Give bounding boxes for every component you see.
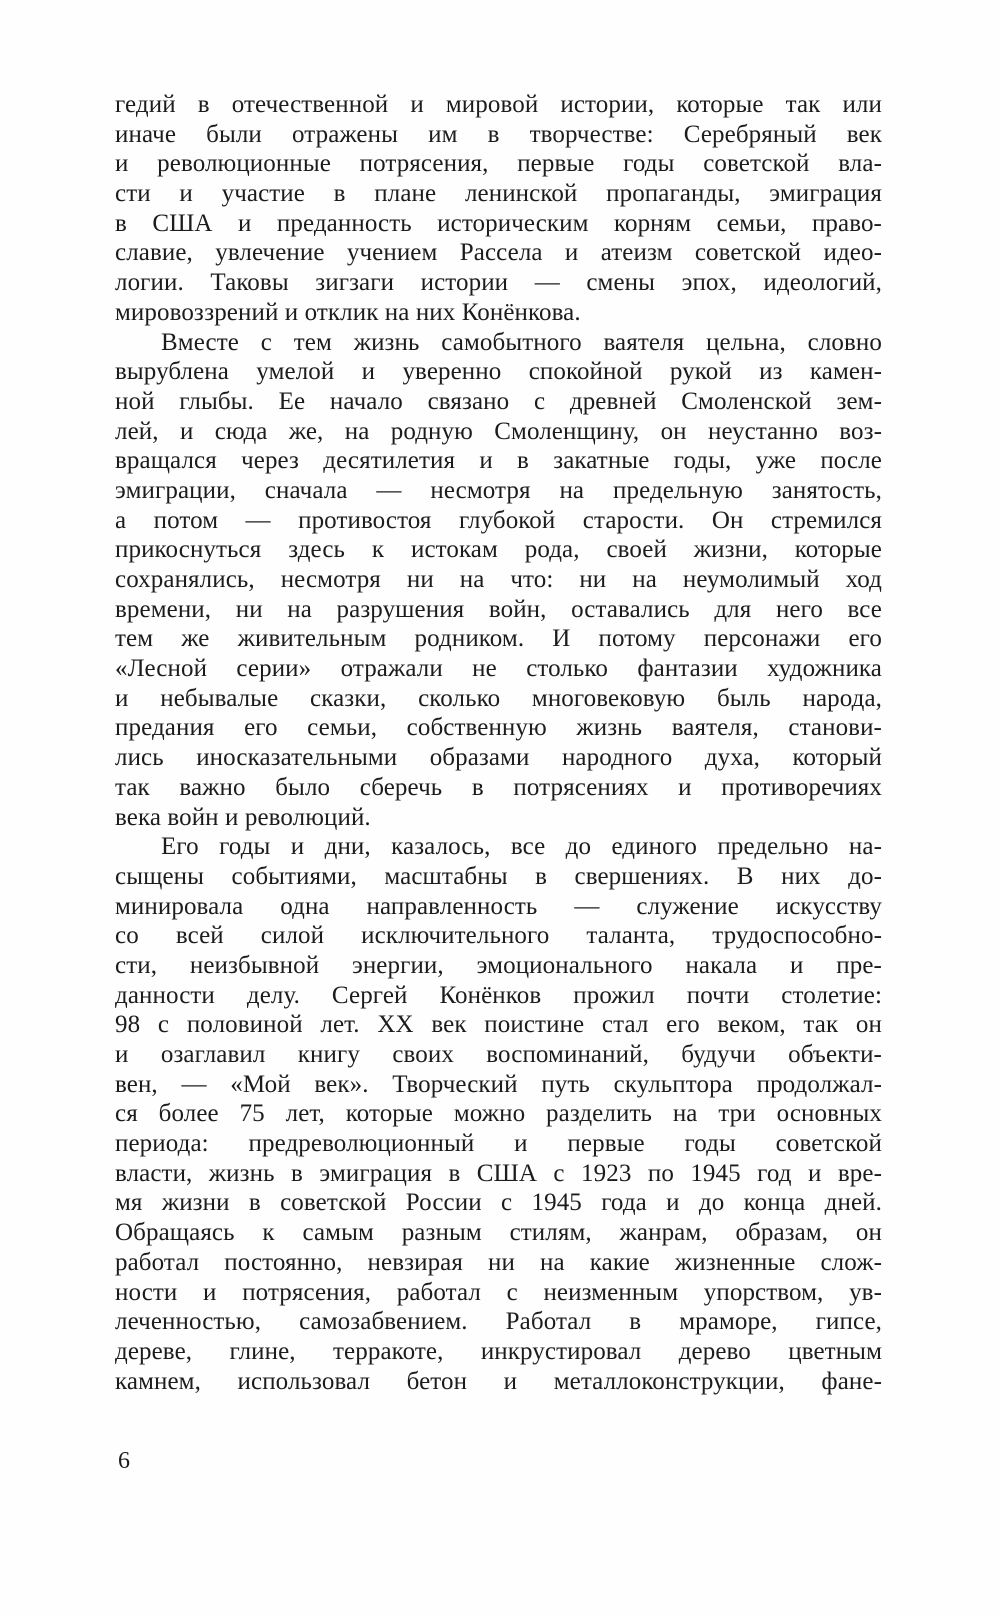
text-line: мировоззрений и отклик на них Конёнкова.: [115, 298, 581, 326]
text-line: в США и преданность историческим корням семьи, право-: [115, 209, 882, 237]
text-line: ной глыбы. Ее начало связано с древней Смоленской зем-: [115, 387, 882, 415]
text-line: славие, увлечение учением Рассела и атеизм советской идео-: [115, 239, 882, 267]
text-line: Его годы и дни, казалось, все до единого предельно на-: [161, 833, 882, 861]
text-line: сти и участие в плане ленинской пропаганды, эмиграция: [115, 180, 882, 208]
text-line: мя жизни в советской России с 1945 года и до конца дней.: [115, 1189, 882, 1217]
text-line: «Лесной серии» отражали не столько фантазии художника: [115, 655, 882, 683]
text-line: работал постоянно, невзирая ни на какие жизненные слож-: [115, 1248, 882, 1276]
text-line: сохранялись, несмотря ни на что: ни на неумолимый ход: [115, 566, 882, 593]
text-line: 98 с половиной лет. XX век поистине стал его веком, так он: [115, 1011, 882, 1039]
text-line: камнем, использовал бетон и металлоконструкции, фане-: [115, 1367, 882, 1395]
text-line: Вместе с тем жизнь самобытного ваятеля цельна, словно: [161, 328, 882, 356]
text-line: данности делу. Сергей Конёнков прожил почти столетие:: [115, 981, 882, 1009]
text-line: сыщены событиями, масштабны в свершениях. В них до-: [115, 862, 882, 890]
text-line: эмиграции, сначала — несмотря на предельную занятость,: [115, 476, 882, 504]
text-line: вращался через десятилетия и в закатные годы, уже после: [115, 447, 882, 475]
text-line: и небывалые сказки, сколько многовековую быль народа,: [115, 684, 882, 712]
text-line: леченностью, самозабвением. Работал в мраморе, гипсе,: [115, 1308, 882, 1336]
text-line: власти, жизнь в эмиграция в США с 1923 по 1945 год и вре-: [115, 1159, 882, 1187]
text-line: прикоснуться здесь к истокам рода, своей жизни, которые: [115, 536, 882, 564]
text-line: а потом — противостоя глубокой старости. Он стремился: [115, 506, 882, 534]
body-text: [115, 90, 882, 1396]
text-line: и озаглавил книгу своих воспоминаний, будучи объекти-: [115, 1041, 882, 1068]
text-line: иначе были отражены им в творчестве: Серебряный век: [115, 120, 882, 148]
text-line: времени, ни на разрушения войн, оставались для него все: [115, 595, 882, 623]
text-line: предания его семьи, собственную жизнь ваятеля, станови-: [115, 714, 882, 742]
text-line: лей, и сюда же, на родную Смоленщину, он неустанно воз-: [115, 417, 882, 445]
text-line: Обращаясь к самым разным стилям, жанрам, образам, он: [115, 1219, 882, 1247]
text-line: минировала одна направленность — служение искусству: [115, 892, 882, 920]
text-line: ности и потрясения, работал с неизменным упорством, ув-: [115, 1278, 882, 1306]
text-line: и революционные потрясения, первые годы советской вла-: [115, 150, 882, 178]
text-line: так важно было сберечь в потрясениях и противоречиях: [115, 773, 882, 801]
text-line: ся более 75 лет, которые можно разделить на три основных: [115, 1100, 882, 1128]
text-line: вен, — «Мой век». Творческий путь скульптора продолжал-: [115, 1070, 882, 1098]
text-line: гедий в отечественной и мировой истории, которые так или: [115, 91, 882, 118]
text-line: века войн и революций.: [115, 803, 371, 831]
text-line: тем же живительным родником. И потому персонажи его: [115, 625, 882, 653]
text-line: сти, неизбывной энергии, эмоционального накала и пре-: [115, 951, 882, 979]
text-line: дереве, глине, терракоте, инкрустировал дерево цветным: [115, 1337, 882, 1365]
text-line: со всей силой исключительного таланта, трудоспособно-: [115, 922, 882, 950]
text-line: периода: предреволюционный и первые годы советской: [115, 1130, 882, 1158]
page-number: 6: [118, 1448, 130, 1474]
text-line: лись иносказательными образами народного духа, который: [115, 744, 882, 772]
text-line: логии. Таковы зигзаги истории — смены эпох, идеологий,: [115, 269, 882, 297]
text-line: вырублена умелой и уверенно спокойной рукой из камен-: [115, 358, 882, 386]
